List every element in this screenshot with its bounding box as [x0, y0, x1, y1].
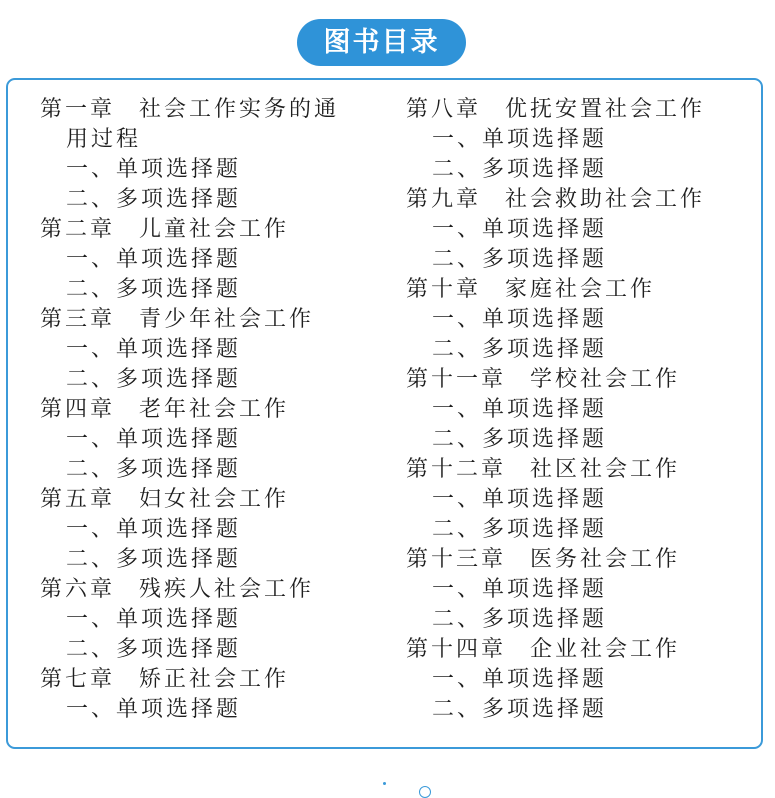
chapter-number: 第九章 [406, 187, 482, 212]
chapter-number: 第四章 [40, 397, 116, 422]
chapter-number: 第十一章 [406, 367, 507, 392]
chapter-heading [40, 305, 370, 335]
chapter-heading [406, 635, 746, 665]
chapter-title: 家庭社会工作 [505, 277, 656, 302]
section-item: 一、单项选择题 [66, 607, 242, 632]
section-item: 二、多项选择题 [432, 337, 608, 362]
section-item: 二、多项选择题 [66, 187, 242, 212]
chapter-number: 第十三章 [406, 547, 507, 572]
section-item: 一、单项选择题 [66, 517, 242, 542]
chapter-number: 第十章 [406, 277, 482, 302]
chapter-number: 第二章 [40, 217, 116, 242]
section-item: 一、单项选择题 [432, 487, 608, 512]
chapter-title: 社会救助社会工作 [505, 187, 706, 212]
chapter-title: 残疾人社会工作 [139, 577, 315, 602]
section-item: 二、多项选择题 [432, 247, 608, 272]
chapter-heading [40, 575, 370, 605]
section-item: 一、单项选择题 [432, 307, 608, 332]
section-item: 二、多项选择题 [432, 157, 608, 182]
chapter-heading [40, 95, 370, 125]
section-item: 二、多项选择题 [66, 547, 242, 572]
section-item: 二、多项选择题 [432, 607, 608, 632]
section-item: 一、单项选择题 [432, 217, 608, 242]
section-item: 二、多项选择题 [432, 697, 608, 722]
chapter-heading [40, 395, 370, 425]
chapter-number: 第一章 [40, 97, 116, 122]
chapter-title: 妇女社会工作 [139, 487, 290, 512]
chapter-heading [406, 275, 746, 305]
chapter-title: 社会工作实务的通 [139, 97, 340, 122]
section-item: 二、多项选择题 [66, 367, 242, 392]
section-item: 一、单项选择题 [66, 337, 242, 362]
chapter-heading [406, 95, 746, 125]
section-item: 一、单项选择题 [432, 667, 608, 692]
footer-dot-icon [383, 782, 386, 785]
footer-circle-icon [419, 786, 431, 798]
section-item: 一、单项选择题 [432, 397, 608, 422]
chapter-title: 矫正社会工作 [139, 667, 290, 692]
chapter-number: 第十二章 [406, 457, 507, 482]
toc-column-right [406, 95, 746, 725]
chapter-heading [406, 185, 746, 215]
chapter-title: 医务社会工作 [530, 547, 681, 572]
chapter-heading [406, 455, 746, 485]
page-title: 图书目录 [297, 19, 466, 66]
section-item: 一、单项选择题 [432, 127, 608, 152]
section-item: 一、单项选择题 [432, 577, 608, 602]
chapter-number: 第三章 [40, 307, 116, 332]
table-of-contents [6, 78, 763, 749]
section-item: 二、多项选择题 [66, 637, 242, 662]
section-item: 二、多项选择题 [66, 457, 242, 482]
section-item: 二、多项选择题 [432, 517, 608, 542]
chapter-heading [406, 365, 746, 395]
chapter-title: 儿童社会工作 [139, 217, 290, 242]
toc-column-left [40, 95, 370, 725]
chapter-number: 第七章 [40, 667, 116, 692]
section-item: 二、多项选择题 [66, 277, 242, 302]
chapter-number: 第六章 [40, 577, 116, 602]
chapter-heading [40, 215, 370, 245]
section-item: 二、多项选择题 [432, 427, 608, 452]
chapter-title-continuation: 用过程 [66, 127, 142, 152]
chapter-title: 老年社会工作 [139, 397, 290, 422]
section-item: 一、单项选择题 [66, 247, 242, 272]
chapter-title: 优抚安置社会工作 [505, 97, 706, 122]
section-item: 一、单项选择题 [66, 157, 242, 182]
chapter-title: 社区社会工作 [530, 457, 681, 482]
chapter-title: 企业社会工作 [530, 637, 681, 662]
chapter-heading [40, 485, 370, 515]
section-item: 一、单项选择题 [66, 697, 242, 722]
chapter-number: 第十四章 [406, 637, 507, 662]
chapter-title: 青少年社会工作 [139, 307, 315, 332]
chapter-title: 学校社会工作 [530, 367, 681, 392]
section-item: 一、单项选择题 [66, 427, 242, 452]
chapter-heading [40, 665, 370, 695]
chapter-number: 第五章 [40, 487, 116, 512]
chapter-number: 第八章 [406, 97, 482, 122]
chapter-heading [406, 545, 746, 575]
